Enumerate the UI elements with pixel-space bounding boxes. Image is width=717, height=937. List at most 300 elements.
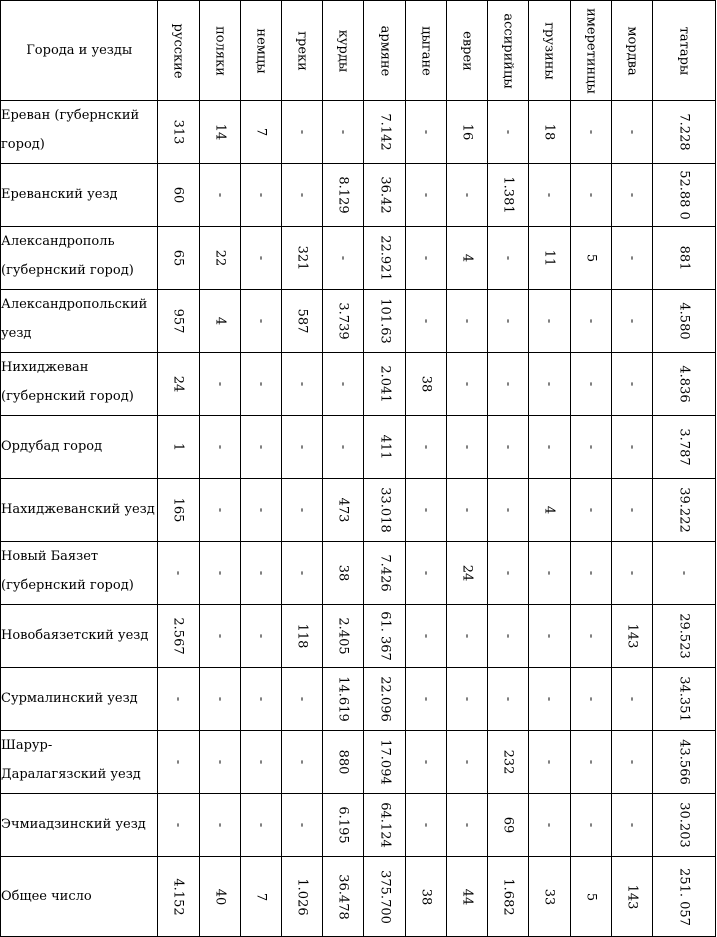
population-cell [240,101,281,164]
population-value: - [212,696,228,702]
population-cell [158,101,199,164]
population-cell [529,416,570,479]
population-cell [281,542,322,605]
population-value: 5 [583,892,599,901]
population-value: - [624,129,640,135]
population-cell [158,605,199,668]
population-value: - [294,822,310,828]
population-value: 44 [459,888,475,905]
population-cell [652,164,715,227]
population-cell [406,794,447,857]
population-cell [652,101,715,164]
population-cell [611,290,652,353]
population-value: 411 [377,434,393,460]
population-value: 18 [541,123,557,141]
population-value: 4.836 [676,365,692,403]
population-value: 101.63 [377,298,393,344]
population-cell [652,479,715,542]
population-cell [322,542,363,605]
population-value: - [212,822,228,828]
population-value: - [459,822,475,828]
column-header-label: русские [170,22,186,79]
population-cell [199,605,240,668]
population-cell [570,164,611,227]
population-cell [322,227,363,290]
population-value: 313 [170,119,186,145]
population-cell [570,605,611,668]
population-value: - [500,255,516,261]
population-value: 38 [418,888,434,905]
population-value: - [418,696,434,702]
table-row [1,479,716,542]
population-value: - [253,633,269,639]
population-cell [611,164,652,227]
population-value: 22 [212,249,228,267]
population-value: 118 [294,623,310,649]
population-cell [406,164,447,227]
population-value: - [294,696,310,702]
population-cell [652,794,715,857]
column-header [158,1,199,101]
column-header-label: армяне [377,25,393,76]
population-value: - [624,759,640,765]
population-value: - [500,381,516,387]
population-value: - [212,633,228,639]
population-value: 61. 367 [377,611,393,661]
district-name: Александропольский уезд [1,290,158,353]
population-cell [281,290,322,353]
population-value: 143 [624,623,640,649]
population-cell [529,668,570,731]
table-row [1,605,716,668]
population-value: 7 [253,127,269,137]
population-value: 473 [335,497,351,523]
population-cell [447,731,488,794]
population-cell [158,416,199,479]
population-cell [447,668,488,731]
district-name: Общее число [1,857,158,937]
population-value: 38 [335,564,351,582]
population-cell [447,353,488,416]
population-value: 1.026 [294,877,310,916]
population-value: - [459,633,475,639]
population-cell [281,101,322,164]
population-value: - [294,759,310,765]
population-cell [611,857,652,937]
population-cell [447,101,488,164]
population-value: 4 [212,316,228,326]
population-value: - [253,255,269,261]
population-cell [199,164,240,227]
population-cell [199,794,240,857]
population-cell [570,794,611,857]
table-row [1,101,716,164]
population-value: - [541,444,557,450]
population-value: - [212,381,228,387]
population-cell [406,353,447,416]
population-cell [199,101,240,164]
population-value: - [624,318,640,324]
population-value: 4.152 [170,877,186,916]
population-value: - [418,129,434,135]
column-header [529,1,570,101]
population-value: - [418,759,434,765]
population-value: 30.203 [676,802,692,848]
population-value: - [500,696,516,702]
district-name: Эчмиадзинский уезд [1,794,158,857]
population-value: - [253,318,269,324]
population-value: 8.129 [335,176,351,214]
population-value: - [583,444,599,450]
population-cell [611,227,652,290]
population-cell [570,353,611,416]
population-value: - [624,570,640,576]
population-cell [406,101,447,164]
population-cell [158,668,199,731]
population-cell [363,794,405,857]
population-cell [611,731,652,794]
population-cell [240,290,281,353]
population-value: - [624,255,640,261]
population-value: - [624,444,640,450]
population-value: - [170,696,186,702]
population-value: - [253,822,269,828]
population-cell [488,227,529,290]
population-value: - [294,570,310,576]
table-row [1,227,716,290]
population-value: - [418,822,434,828]
population-value: - [170,822,186,828]
population-cell [570,479,611,542]
population-cell [363,479,405,542]
population-value: 33 [541,888,557,905]
population-cell [611,542,652,605]
population-cell [199,668,240,731]
population-value: 321 [294,245,310,271]
population-value: - [253,696,269,702]
population-cell [611,479,652,542]
population-cell [447,227,488,290]
population-cell [611,668,652,731]
population-cell [611,101,652,164]
population-cell [199,857,240,937]
population-value: 881 [676,245,692,271]
population-cell [488,731,529,794]
district-name: Нахиджеванский уезд [1,479,158,542]
column-header [570,1,611,101]
population-cell [611,353,652,416]
population-value: 40 [212,888,228,905]
population-cell [199,416,240,479]
population-cell [570,101,611,164]
district-name: Ордубад город [1,416,158,479]
population-value: - [583,633,599,639]
district-name: Ереван (губернский город) [1,101,158,164]
population-value: 69 [500,816,516,834]
population-cell [322,416,363,479]
population-value: 52.88 0 [676,170,692,220]
population-value: - [583,192,599,198]
population-value: 14.619 [335,676,351,722]
population-cell [447,164,488,227]
population-value: - [583,129,599,135]
population-cell [322,101,363,164]
population-cell [529,479,570,542]
district-name: Новый Баязет (губернский город) [1,542,158,605]
population-cell [281,668,322,731]
population-value: - [541,192,557,198]
population-value: 65 [170,249,186,267]
population-value: 34.351 [676,676,692,722]
column-header-label: грузины [541,21,557,80]
column-header-label: греки [294,30,310,71]
population-value: 7.426 [377,554,393,592]
population-cell [529,353,570,416]
population-value: 14 [212,123,228,141]
population-cell [363,416,405,479]
population-value: - [335,381,351,387]
population-value: 4 [541,505,557,515]
population-cell [322,668,363,731]
population-cell [406,542,447,605]
population-cell [488,605,529,668]
column-header [281,1,322,101]
population-cell [529,227,570,290]
population-value: 29.523 [676,613,692,659]
population-cell [240,353,281,416]
population-cell [406,731,447,794]
population-value: - [418,444,434,450]
population-cell [240,542,281,605]
population-value: - [583,318,599,324]
population-cell [488,794,529,857]
population-cell [570,731,611,794]
population-value: - [541,633,557,639]
population-cell [488,416,529,479]
population-cell [199,479,240,542]
population-value: - [212,759,228,765]
population-cell [240,416,281,479]
population-value: - [500,318,516,324]
population-cell [363,164,405,227]
population-value: - [541,570,557,576]
population-cell [652,668,715,731]
population-cell [363,353,405,416]
population-value: 36.478 [335,873,351,920]
population-value: - [418,507,434,513]
table-row [1,353,716,416]
population-value: - [676,570,692,576]
population-cell [281,605,322,668]
population-value: - [418,192,434,198]
population-value: - [583,696,599,702]
population-value: - [253,192,269,198]
population-cell [363,668,405,731]
population-value: 2.567 [170,617,186,655]
population-cell [158,857,199,937]
population-cell [529,290,570,353]
population-cell [406,668,447,731]
column-header [240,1,281,101]
population-value: 232 [500,749,516,775]
population-cell [406,857,447,937]
column-header [652,1,715,101]
population-value: - [459,696,475,702]
population-cell [240,479,281,542]
population-cell [158,164,199,227]
population-cell [322,794,363,857]
table-row [1,668,716,731]
population-value: - [335,444,351,450]
population-cell [652,857,715,937]
population-cell [488,164,529,227]
population-value: - [459,192,475,198]
population-value: - [253,381,269,387]
population-cell [363,542,405,605]
population-cell [281,416,322,479]
header-row [1,1,716,101]
population-cell [529,542,570,605]
population-cell [611,794,652,857]
population-cell [281,227,322,290]
population-value: 1.682 [500,877,516,916]
population-cell [363,290,405,353]
population-cell [406,290,447,353]
population-value: - [253,570,269,576]
population-value: - [624,822,640,828]
district-name: Нихиджеван (губернский город) [1,353,158,416]
population-value: - [459,507,475,513]
district-name: Александрополь (губернский город) [1,227,158,290]
population-value: 43.566 [676,739,692,785]
population-cell [322,605,363,668]
population-value: - [500,129,516,135]
population-cell [488,542,529,605]
population-value: - [583,507,599,513]
population-cell [240,794,281,857]
population-value: - [253,444,269,450]
population-value: 2.041 [377,365,393,403]
table-row [1,164,716,227]
population-cell [199,731,240,794]
population-cell [570,857,611,937]
population-cell [240,605,281,668]
population-cell [322,479,363,542]
district-name: Шарур-Даралагязский уезд [1,731,158,794]
population-cell [529,794,570,857]
population-value: 24 [459,564,475,582]
population-cell [281,857,322,937]
population-cell [281,353,322,416]
population-value: 1.381 [500,176,516,214]
population-value: - [418,633,434,639]
table-row [1,731,716,794]
population-cell [240,164,281,227]
column-header-label: мордва [624,25,640,76]
population-cell [652,227,715,290]
population-cell [158,794,199,857]
population-cell [570,290,611,353]
population-value: 6.195 [335,806,351,844]
column-header [406,1,447,101]
population-value: 5 [583,253,599,263]
column-header [447,1,488,101]
population-value: 7.228 [676,113,692,151]
population-value: 33.018 [377,487,393,533]
column-header-label: ассирийцы [500,12,516,89]
population-value: - [418,255,434,261]
population-value: 16 [459,123,475,141]
population-value: - [294,444,310,450]
population-value: - [253,507,269,513]
population-cell [488,290,529,353]
population-cell [652,605,715,668]
column-header-label: курды [335,29,351,72]
column-header-label: поляки [212,25,228,76]
population-value: - [541,381,557,387]
population-cell [158,353,199,416]
population-cell [570,416,611,479]
population-cell [447,416,488,479]
population-value: - [541,318,557,324]
population-cell [488,479,529,542]
population-cell [363,857,405,937]
population-cell [199,353,240,416]
column-header [322,1,363,101]
population-cell [570,668,611,731]
population-value: 4 [459,253,475,263]
population-value: 22.921 [377,235,393,281]
population-value: - [459,444,475,450]
population-value: - [583,570,599,576]
population-value: - [583,759,599,765]
population-cell [652,542,715,605]
population-value: - [253,759,269,765]
column-header [488,1,529,101]
population-cell [447,542,488,605]
population-value: - [294,192,310,198]
population-value: 17.094 [377,739,393,785]
population-value: - [624,192,640,198]
population-cell [570,542,611,605]
population-cell [447,479,488,542]
population-cell [281,164,322,227]
population-value: - [294,129,310,135]
population-cell [406,605,447,668]
table-row [1,290,716,353]
column-header-label: евреи [459,30,475,71]
population-cell [447,605,488,668]
population-cell [570,227,611,290]
population-cell [529,605,570,668]
population-value: - [500,507,516,513]
population-value: - [212,507,228,513]
population-cell [158,290,199,353]
population-cell [488,668,529,731]
population-cell [281,731,322,794]
population-cell [529,101,570,164]
population-cell [158,731,199,794]
population-cell [406,227,447,290]
population-value: 22.096 [377,676,393,722]
population-value: - [541,822,557,828]
population-cell [529,731,570,794]
population-value: 11 [541,249,557,267]
population-value: - [541,696,557,702]
population-cell [406,479,447,542]
table-row [1,542,716,605]
population-cell [322,731,363,794]
